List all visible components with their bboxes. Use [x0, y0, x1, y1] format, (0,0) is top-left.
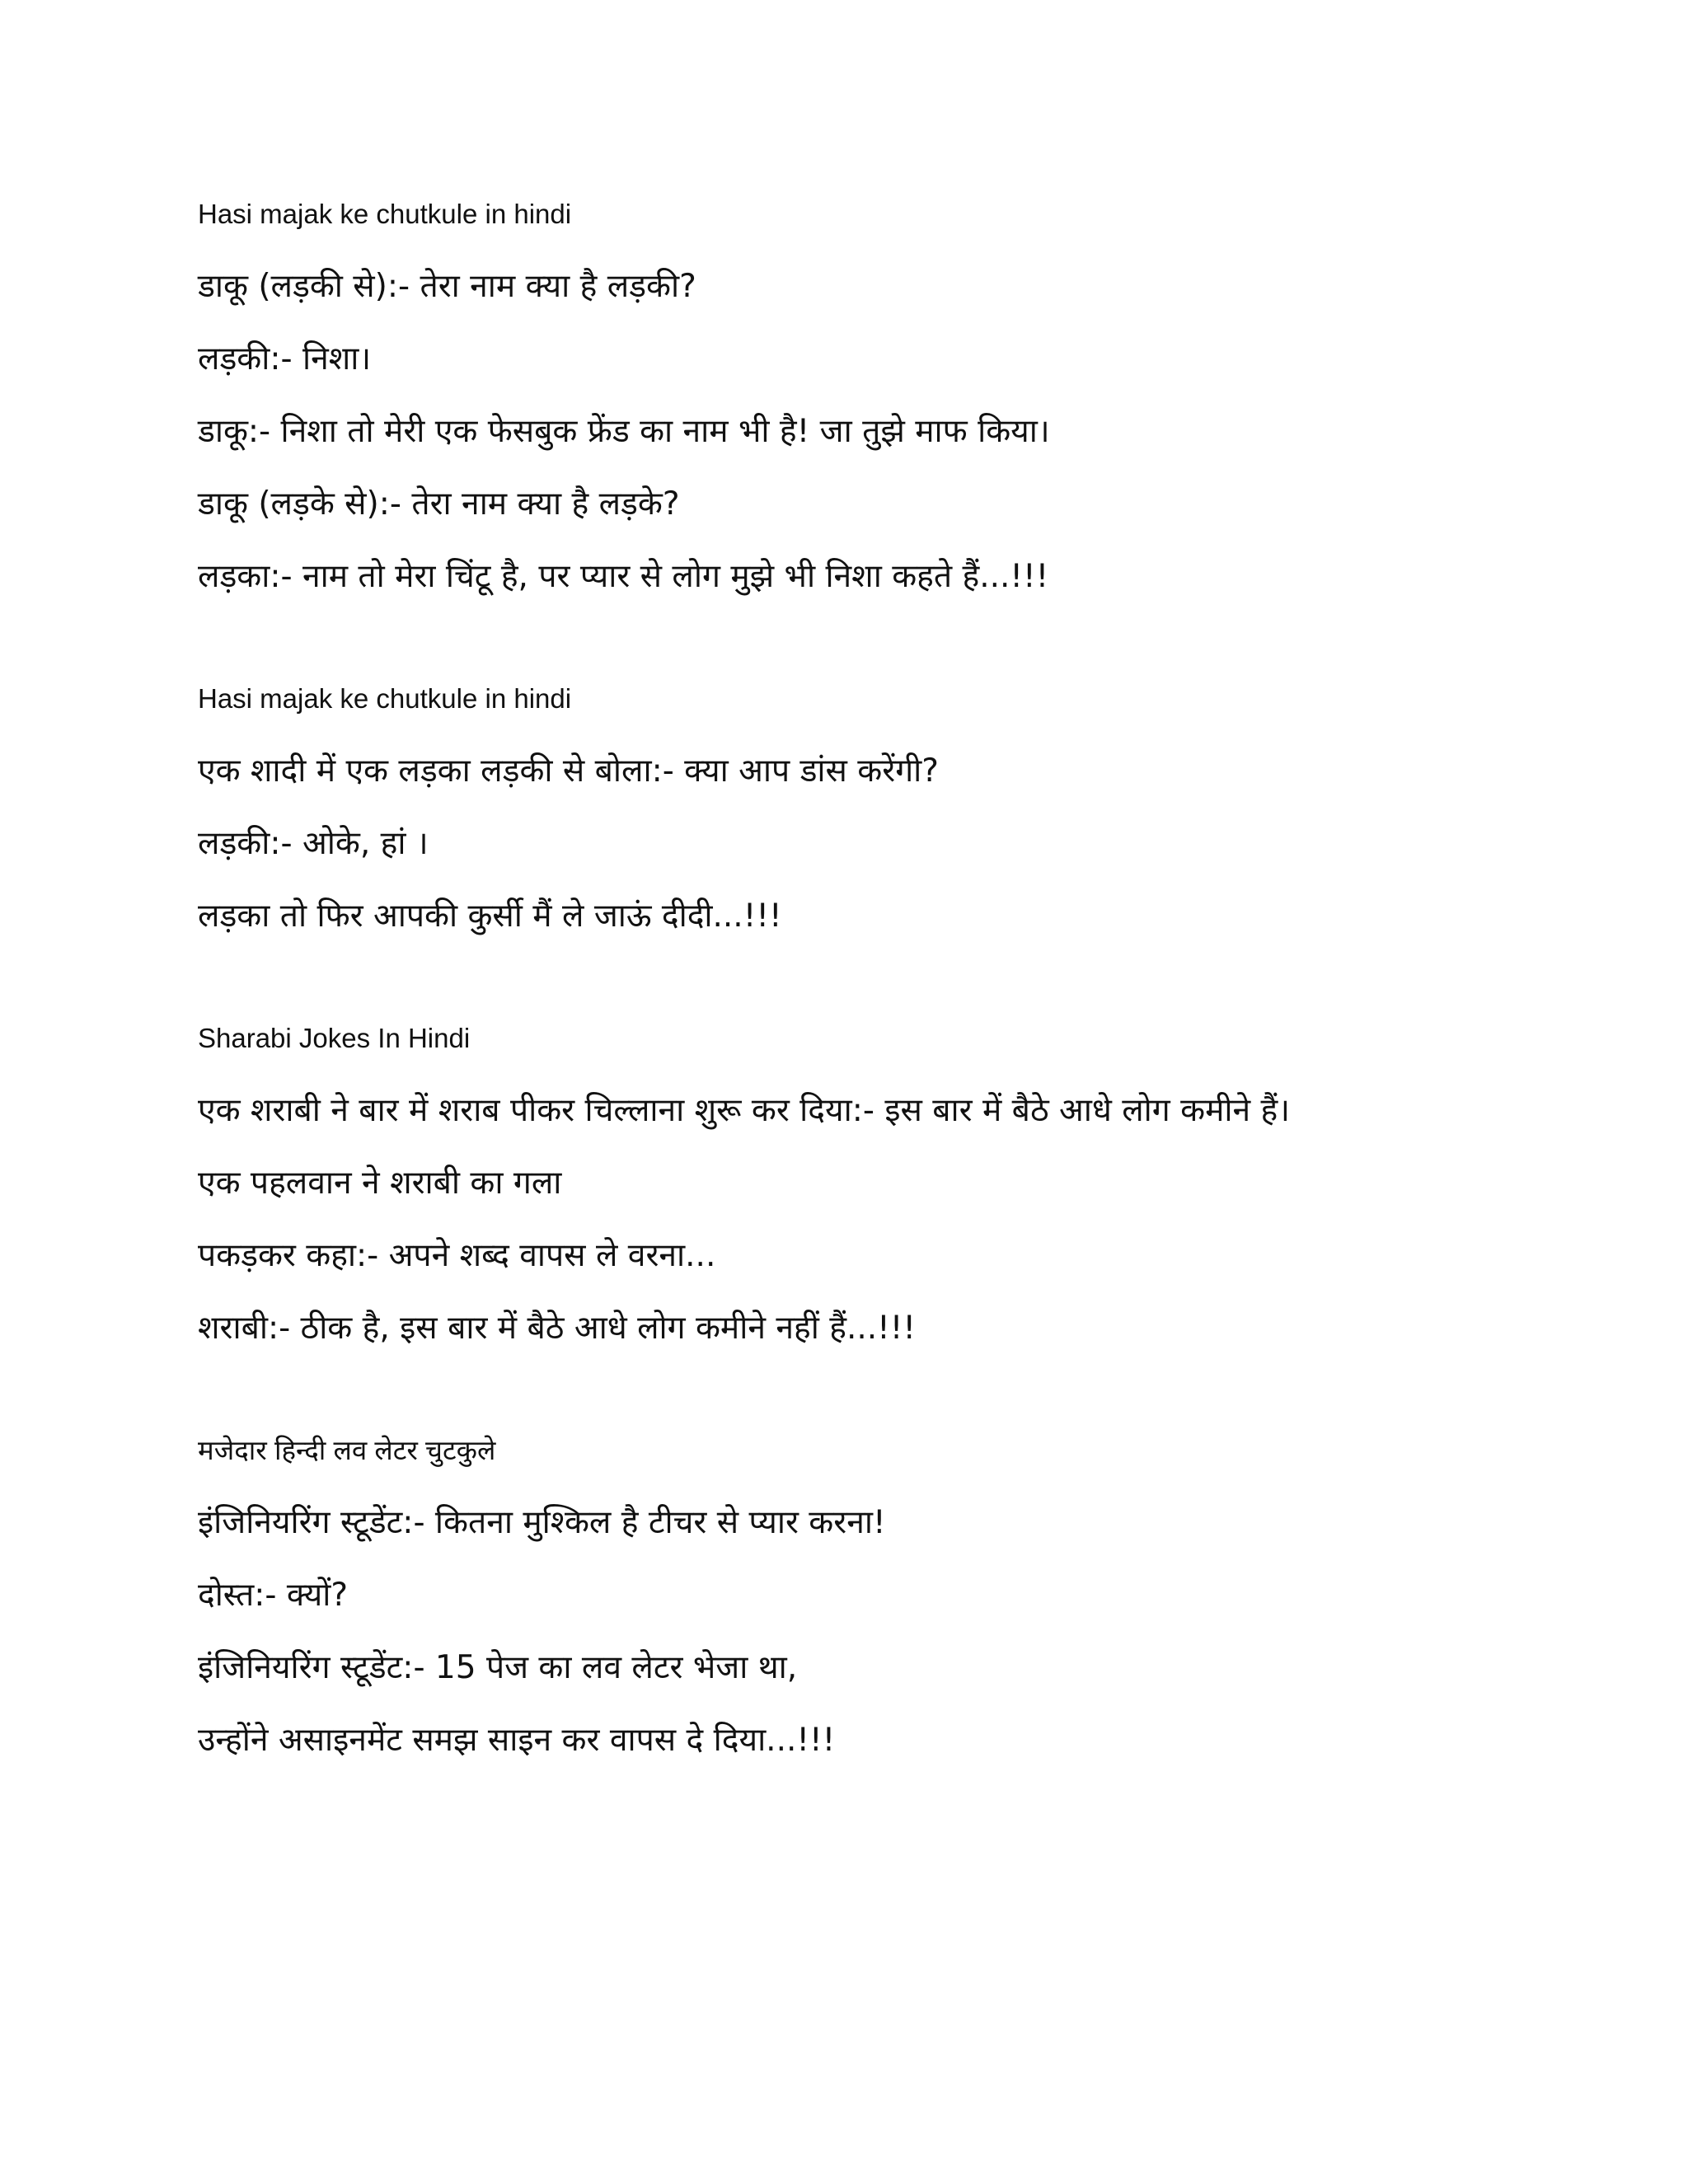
joke-line: इंजिनियरिंग स्टूडेंट:- कितना मुश्किल है टीचर से प्यार करना! [198, 1504, 886, 1541]
joke-line: लड़की:- निशा। [198, 340, 372, 377]
joke-line: लड़का:- नाम तो मेरा चिंटू है, पर प्यार से लोग मुझे भी निशा कहते हैं...!!! [198, 558, 1049, 595]
document-body [198, 196, 1558, 1844]
joke-section [198, 681, 1558, 935]
joke-line: इंजिनियरिंग स्टूडेंट:- 15 पेज का लव लेटर भेजा था, [198, 1649, 798, 1686]
section-heading: Hasi majak ke chutkule in hindi [198, 199, 572, 229]
joke-section [198, 1020, 1558, 1347]
joke-line: डाकू (लड़की से):- तेरा नाम क्या है लड़की? [198, 268, 696, 305]
section-heading: Sharabi Jokes In Hindi [198, 1023, 471, 1053]
joke-line: एक शादी में एक लड़का लड़की से बोला:- क्या आप डांस करेंगी? [198, 752, 939, 790]
joke-line: उन्होंने असाइनमेंट समझ साइन कर वापस दे दिया...!!! [198, 1722, 836, 1759]
joke-section [198, 196, 1558, 595]
section-heading: Hasi majak ke chutkule in hindi [198, 683, 572, 714]
joke-line: डाकू (लड़के से):- तेरा नाम क्या है लड़के? [198, 485, 680, 523]
joke-section [198, 1432, 1558, 1759]
joke-line: डाकू:- निशा तो मेरी एक फेसबुक फ्रेंड का नाम भी है! जा तुझे माफ किया। [198, 413, 1050, 450]
joke-line: लड़का तो फिर आपकी कुर्सी मैं ले जाऊं दीदी...!!! [198, 898, 782, 935]
joke-line: शराबी:- ठीक है, इस बार में बैठे आधे लोग कमीने नहीं हैं...!!! [198, 1310, 917, 1347]
joke-line: दोस्त:- क्यों? [198, 1577, 349, 1614]
joke-line: एक पहलवान ने शराबी का गला [198, 1165, 562, 1202]
section-heading: मजेदार हिन्दी लव लेटर चुटकुले [198, 1435, 496, 1465]
joke-line: एक शराबी ने बार में शराब पीकर चिल्लाना शुरू कर दिया:- इस बार में बैठे आधे लोग कमीने हैं। [198, 1092, 1291, 1129]
joke-line: पकड़कर कहा:- अपने शब्द वापस ले वरना... [198, 1237, 716, 1274]
joke-line: लड़की:- ओके, हां । [198, 825, 429, 862]
